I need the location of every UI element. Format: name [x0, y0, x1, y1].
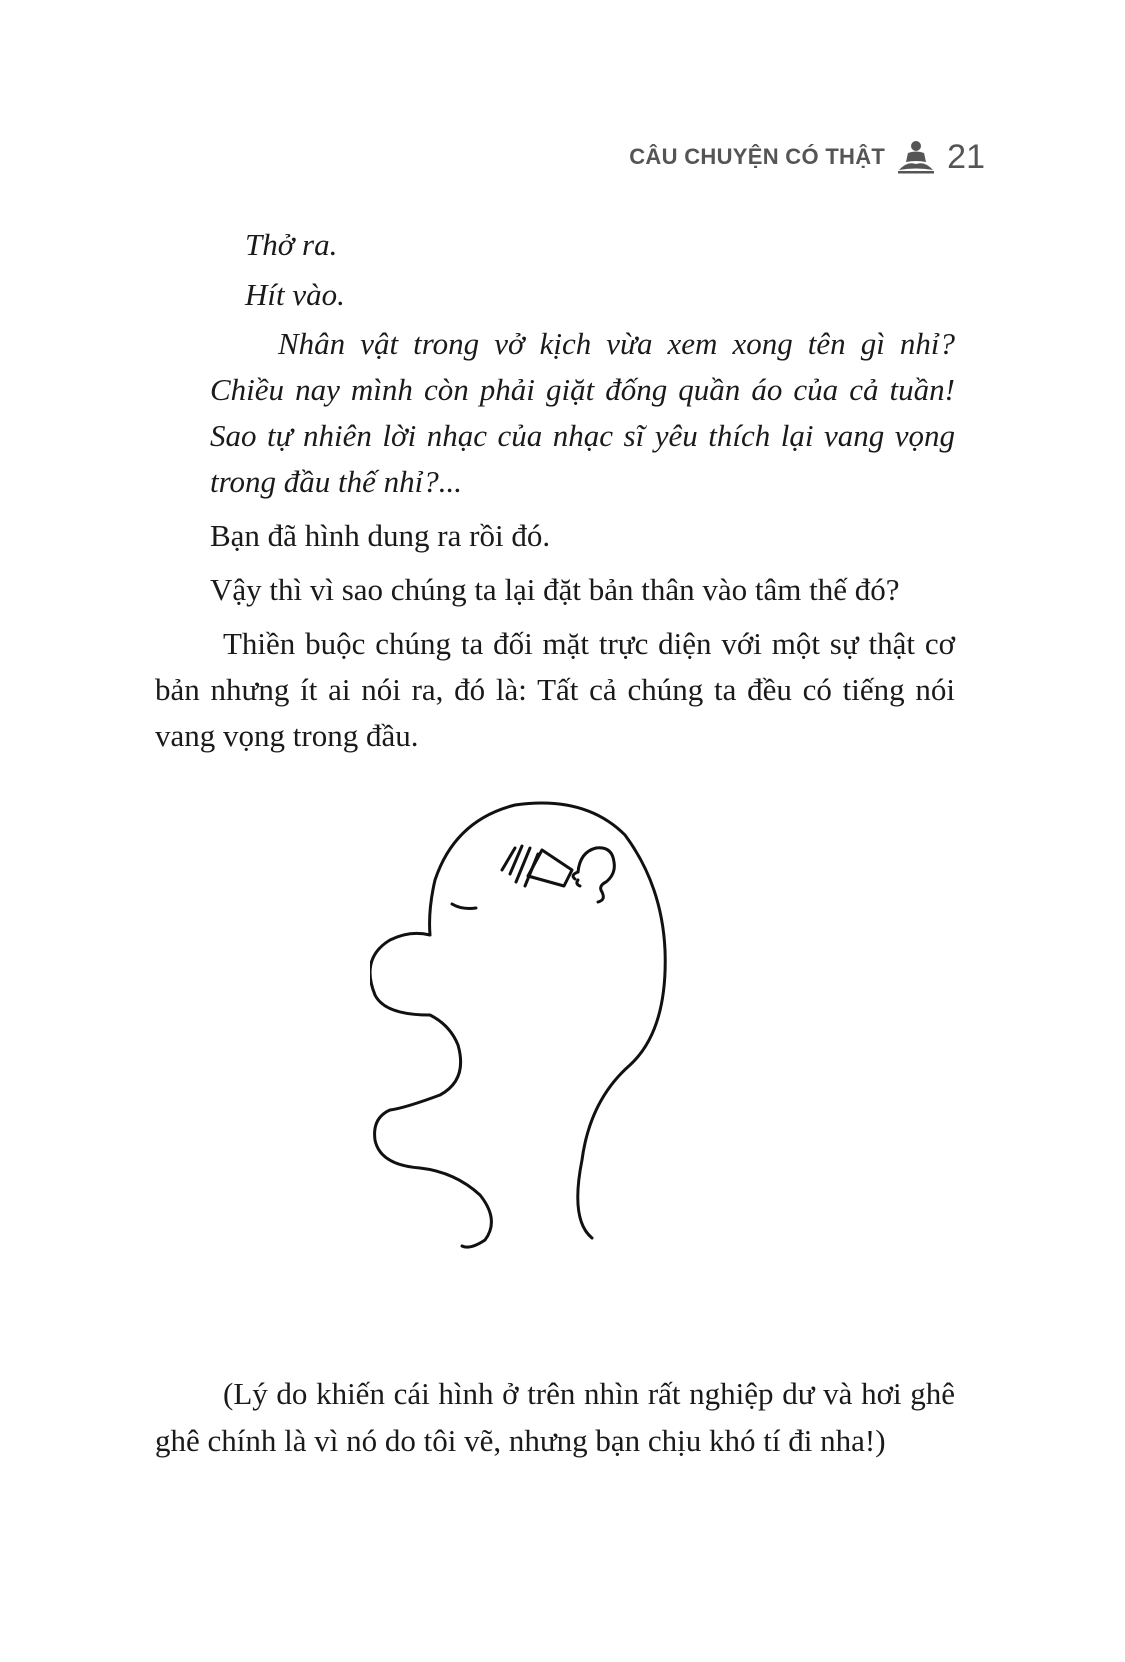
meditation-icon: [897, 140, 935, 174]
small-figure-nose: [573, 872, 578, 879]
megaphone: [528, 850, 572, 886]
head-outline: [370, 803, 665, 1247]
small-figure-face: [578, 848, 614, 902]
small-figure-mouth: [577, 880, 580, 886]
body-paragraph-3: Thiền buộc chúng ta đối mặt trực diện với một sự thật cơ bản nhưng ít ai nói ra, đó là: Tất cả chúng ta đều có tiếng nói vang vọng trong đầu.: [155, 626, 955, 753]
italic-thoughts-paragraph: Nhân vật trong vở kịch vừa xem xong tên gì nhỉ? Chiều nay mình còn phải giặt đống quần áo của cả tuần! Sao tự nhiên lời nhạc của nhạc sĩ yêu thích lại vang vọng trong đầu thế nhỉ?...: [210, 326, 955, 499]
body-paragraph-2: Vậy thì vì sao chúng ta lại đặt bản thân vào tâm thế đó?: [210, 572, 900, 607]
eye: [452, 904, 476, 909]
italic-line-breathe-out: Thở ra.: [245, 227, 338, 262]
running-header: [629, 140, 985, 174]
page-number: 21: [947, 138, 985, 176]
body-paragraph-1: Bạn đã hình dung ra rồi đó.: [210, 518, 551, 553]
italic-line-breathe-in: Hít vào.: [245, 277, 345, 312]
head-with-inner-voice-drawing: [370, 800, 760, 1320]
chapter-title: CÂU CHUYỆN CÓ THẬT: [629, 144, 886, 169]
figure-caption: (Lý do khiến cái hình ở trên nhìn rất nghiệp dư và hơi ghê ghê chính là vì nó do tôi vẽ, nhưng bạn chịu khó tí đi nha!): [155, 1376, 955, 1458]
